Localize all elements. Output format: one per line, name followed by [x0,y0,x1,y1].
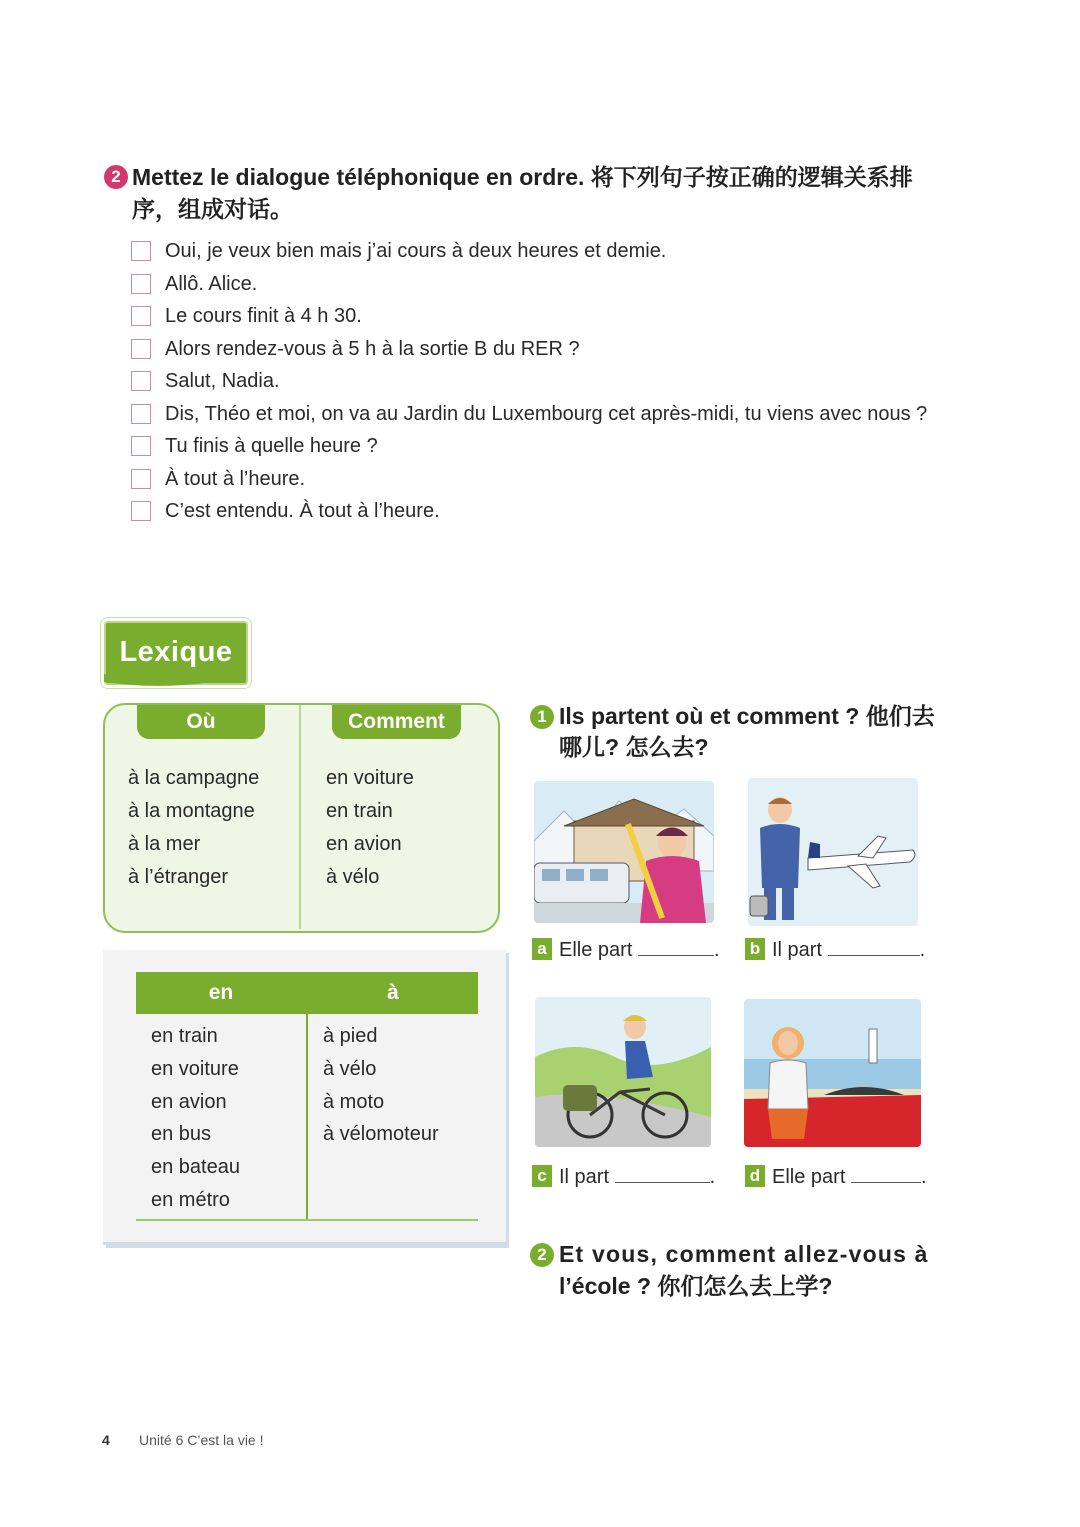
caption-end: . [920,1166,927,1188]
order-checkbox[interactable] [131,404,151,424]
a-header: à [308,972,478,1014]
dialogue-item [131,365,280,397]
caption-a [559,937,720,962]
exercise-title: Et vous, comment allez-vous à [559,1241,929,1267]
picture-letter-d: d [745,1165,765,1187]
caption-end: . [713,939,720,961]
dialogue-item [131,495,440,527]
picture-d-car-sea [744,999,921,1147]
order-checkbox[interactable] [131,306,151,326]
ou-header: Où [137,705,265,739]
order-checkbox[interactable] [131,501,151,521]
exercise-title-cont: 哪儿? 怎么去? [559,734,709,760]
dialogue-item [131,430,378,462]
dialogue-text: Tu finis à quelle heure ? [165,434,378,457]
order-checkbox[interactable] [131,436,151,456]
en-list [151,1020,240,1217]
comment-item: en voiture [326,767,414,789]
comment-item: en avion [326,833,402,855]
comment-header: Comment [332,705,461,739]
dialogue-item [131,268,257,300]
ou-item: à la montagne [128,800,255,822]
exercise-title: Ils partent où et comment ? 他们去 [559,703,935,729]
answer-blank[interactable] [828,937,920,956]
picture-b-plane-businessman [748,778,918,926]
caption-text: Il part [772,939,823,961]
lexique-title: Lexique [119,636,233,668]
en-item: en train [151,1025,218,1047]
en-item: en avion [151,1090,227,1113]
comment-list [326,762,414,894]
en-item: en voiture [151,1057,239,1080]
lexique-ribbon-decoration [104,666,248,690]
caption-end: . [709,1166,716,1188]
picture-letter-b: b [745,938,765,960]
exercise-title-cont: 序，组成对话。 [132,196,293,222]
comment-item: à vélo [326,866,380,888]
caption-c [559,1164,715,1189]
en-a-divider [306,972,308,1219]
ou-list [128,762,259,894]
en-item: en bus [151,1123,212,1146]
dialogue-item [131,398,927,430]
dialogue-text: Salut, Nadia. [165,369,280,392]
comment-item: en train [326,800,393,822]
order-checkbox[interactable] [131,469,151,489]
order-checkbox[interactable] [131,241,151,261]
ou-item: à la mer [128,833,201,855]
a-item: à vélomoteur [323,1123,439,1146]
dialogue-text: C’est entendu. À tout à l’heure. [165,499,440,522]
en-item: en bateau [151,1156,240,1179]
exercise-number-badge: 2 [530,1243,554,1267]
dialogue-item [131,333,580,365]
en-item: en métro [151,1188,230,1211]
en-a-bottom-rule [136,1219,478,1221]
ou-item: à l’étranger [128,866,229,888]
caption-b [772,937,925,962]
order-checkbox[interactable] [131,274,151,294]
picture-a-train-mountain [534,781,714,923]
a-item: à pied [323,1025,378,1047]
dialogue-text: Oui, je veux bien mais j’ai cours à deux heures et demie. [165,239,667,262]
picture-letter-a: a [532,938,552,960]
order-checkbox[interactable] [131,371,151,391]
answer-blank[interactable] [851,1164,921,1183]
dialogue-text: Alors rendez-vous à 5 h à la sortie B du RER ? [165,337,580,360]
picture-letter-c: c [532,1165,552,1187]
a-list [323,1020,439,1151]
dialogue-item [131,235,666,267]
ou-item: à la campagne [128,767,260,789]
dialogue-item [131,300,362,332]
caption-d [772,1164,927,1189]
answer-blank[interactable] [615,1164,710,1183]
caption-text: Elle part [772,1166,846,1188]
a-item: à moto [323,1090,385,1113]
ou-comment-divider [299,705,301,929]
unit-label: Unité 6 C’est la vie ! [139,1432,264,1448]
a-item: à vélo [323,1057,377,1080]
exercise-title: Mettez le dialogue téléphonique en ordre. 将下列句子按正确的逻辑关系排 [132,164,913,190]
en-header: en [136,972,306,1014]
caption-text: Il part [559,1166,610,1188]
page-number: 4 [102,1432,110,1448]
exercise-number-badge: 2 [104,165,128,189]
exercise-title-cont: l’école ? 你们怎么去上学? [559,1273,833,1299]
dialogue-text: Le cours finit à 4 h 30. [165,304,362,327]
dialogue-text: À tout à l’heure. [165,467,306,490]
picture-c-cyclist [535,997,711,1147]
dialogue-text: Allô. Alice. [165,272,258,295]
answer-blank[interactable] [638,937,714,956]
caption-text: Elle part [559,939,633,961]
caption-end: . [919,939,926,961]
dialogue-item [131,463,305,495]
order-checkbox[interactable] [131,339,151,359]
dialogue-text: Dis, Théo et moi, on va au Jardin du Luxembourg cet après-midi, tu viens avec nous ? [165,402,928,425]
exercise-number-badge: 1 [530,705,554,729]
